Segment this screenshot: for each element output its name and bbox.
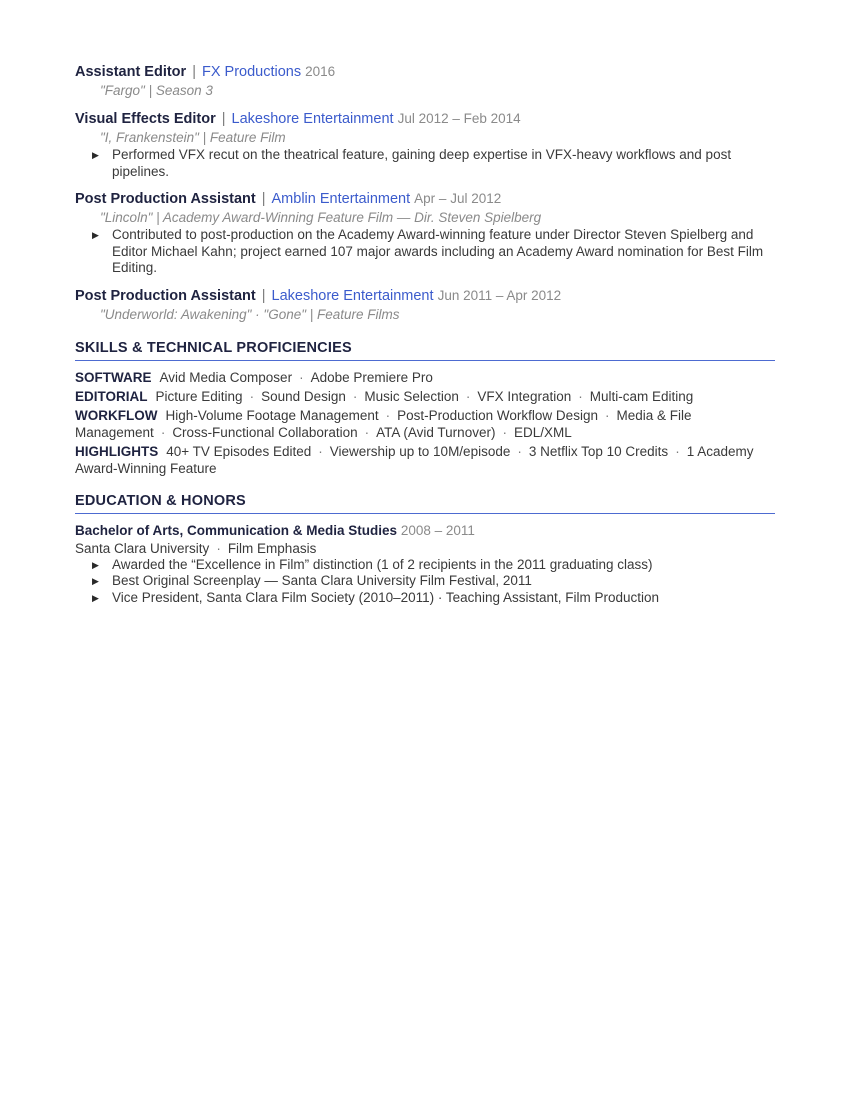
item-separator: ·: [604, 407, 610, 423]
skill-item: Cross-Functional Collaboration: [172, 424, 358, 440]
bullet-text: Vice President, Santa Clara Film Society (2010–2011) · Teaching Assistant, Film Production: [112, 589, 660, 605]
job-bullets: [75, 147, 775, 180]
skill-item: Post-Production Workflow Design: [397, 407, 598, 423]
job-entry-fx: [75, 62, 775, 100]
company-name: Lakeshore Entertainment: [271, 287, 434, 304]
item-separator: ·: [578, 388, 583, 404]
job-dates: Jun 2011 – Apr 2012: [437, 287, 562, 303]
school-emphasis: Film Emphasis: [227, 540, 317, 556]
item-separator: ·: [675, 443, 680, 459]
skill-row-highlights: [75, 443, 775, 477]
job-title: Visual Effects Editor: [75, 111, 216, 127]
skill-item: High-Volume Footage Management: [165, 407, 379, 423]
degree-title: Bachelor of Arts, Communication & Media Studies: [75, 522, 398, 538]
education-header: [75, 522, 775, 540]
job-dates: 2016: [305, 64, 336, 79]
right-triangle-icon: ▶: [92, 559, 99, 570]
item-separator: ·: [318, 443, 323, 459]
bullet-text: Performed VFX recut on the theatrical feature, gaining deep expertise in VFX-heavy workflows and post pipelines.: [112, 147, 732, 179]
skill-item: ATA (Avid Turnover): [376, 424, 496, 440]
bullet-item: [92, 556, 775, 574]
right-triangle-icon: ▶: [92, 576, 99, 586]
education-entry: [75, 522, 775, 607]
job-header: [75, 62, 775, 82]
skill-item: 1 Academy Award-Winning Feature: [75, 443, 754, 476]
job-title: Assistant Editor: [75, 64, 187, 80]
skill-row-workflow: [75, 407, 775, 441]
item-separator: ·: [465, 388, 471, 404]
project-line: "Fargo" | Season 3: [100, 83, 213, 98]
skill-items: [160, 370, 433, 385]
skill-item: Viewership up to 10M/episode: [329, 443, 511, 459]
company-name: Amblin Entertainment: [271, 191, 411, 207]
job-title: Post Production Assistant: [75, 191, 256, 207]
bullet-text: Awarded the “Excellence in Film” distinction (1 of 2 recipients in the 2011 graduating class): [112, 556, 653, 572]
resume-page: [75, 62, 775, 606]
skill-item: Adobe Premiere Pro: [310, 369, 433, 385]
skill-item: 40+ TV Episodes Edited: [166, 443, 312, 459]
experience-list: [75, 62, 775, 324]
bullet-item: [92, 573, 775, 590]
bullet-item: [92, 147, 775, 180]
item-separator: ·: [249, 388, 255, 404]
item-separator: ·: [364, 424, 370, 440]
job-entry-lakeshore-pa: [75, 286, 775, 324]
job-entry-vfx: [75, 109, 775, 180]
skill-item: Music Selection: [364, 388, 459, 404]
item-separator: ·: [385, 407, 391, 423]
skill-items: [156, 389, 694, 404]
education-bullets: [75, 557, 775, 607]
project-line: "Lincoln" | Academy Award-Winning Feature Film — Dir. Steven Spielberg: [100, 210, 542, 225]
skill-item: Picture Editing: [155, 388, 243, 404]
project-line: "Underworld: Awakening" · "Gone" | Feature Films: [100, 306, 400, 322]
job-separator: |: [261, 191, 266, 207]
skill-label: WORKFLOW: [75, 407, 158, 423]
job-header: [75, 189, 775, 209]
job-dates: Apr – Jul 2012: [414, 191, 502, 206]
item-separator: ·: [517, 443, 522, 459]
skill-item: 3 Netflix Top 10 Credits: [528, 443, 669, 459]
project-line: "I, Frankenstein" | Feature Film: [100, 130, 286, 145]
skill-item: Sound Design: [261, 388, 346, 404]
skill-item: Multi-cam Editing: [589, 388, 694, 404]
skill-item: EDL/XML: [513, 424, 572, 440]
skill-items: [75, 408, 692, 440]
skill-label: SOFTWARE: [75, 369, 152, 385]
bullet-text: Contributed to post-production on the Academy Award-winning feature under Director Steven Spielberg and Editor Michael Kahn; project earned 107 major awards including an Academy Award nomination for Best Film Editing.: [112, 227, 764, 275]
item-separator: ·: [502, 424, 507, 440]
skill-label: EDITORIAL: [75, 388, 148, 404]
school-separator: ·: [216, 540, 221, 556]
school-name: Santa Clara University: [75, 540, 210, 556]
skills-heading: SKILLS & TECHNICAL PROFICIENCIES: [75, 340, 775, 361]
skill-label: HIGHLIGHTS: [75, 443, 159, 459]
job-header: [75, 286, 775, 306]
company-name: FX Productions: [201, 64, 302, 80]
skill-items: [75, 444, 753, 476]
skill-item: Avid Media Composer: [159, 369, 293, 385]
job-separator: |: [221, 111, 226, 127]
job-title: Post Production Assistant: [75, 287, 256, 304]
skill-row-software: [75, 369, 775, 386]
job-separator: |: [192, 64, 196, 80]
school-line: [75, 540, 775, 557]
right-triangle-icon: ▶: [92, 592, 99, 603]
job-bullets: [75, 227, 775, 277]
item-separator: ·: [299, 369, 304, 385]
job-dates: Jul 2012 – Feb 2014: [397, 111, 521, 126]
job-entry-amblin: [75, 189, 775, 277]
job-header: [75, 109, 775, 129]
item-separator: ·: [352, 388, 358, 404]
company-name: Lakeshore Entertainment: [231, 111, 394, 127]
item-separator: ·: [160, 424, 166, 440]
job-separator: |: [261, 287, 266, 304]
right-triangle-icon: ▶: [92, 150, 99, 160]
education-dates: 2008 – 2011: [400, 522, 475, 538]
skill-row-editorial: [75, 388, 775, 405]
bullet-item: [92, 589, 775, 607]
education-heading: EDUCATION & HONORS: [75, 493, 775, 514]
bullet-item: [92, 227, 775, 277]
skills-list: [75, 369, 775, 477]
right-triangle-icon: ▶: [92, 230, 99, 240]
bullet-text: Best Original Screenplay — Santa Clara University Film Festival, 2011: [112, 573, 532, 588]
skill-item: VFX Integration: [477, 388, 572, 404]
skill-item: Media & File Management: [75, 407, 692, 440]
